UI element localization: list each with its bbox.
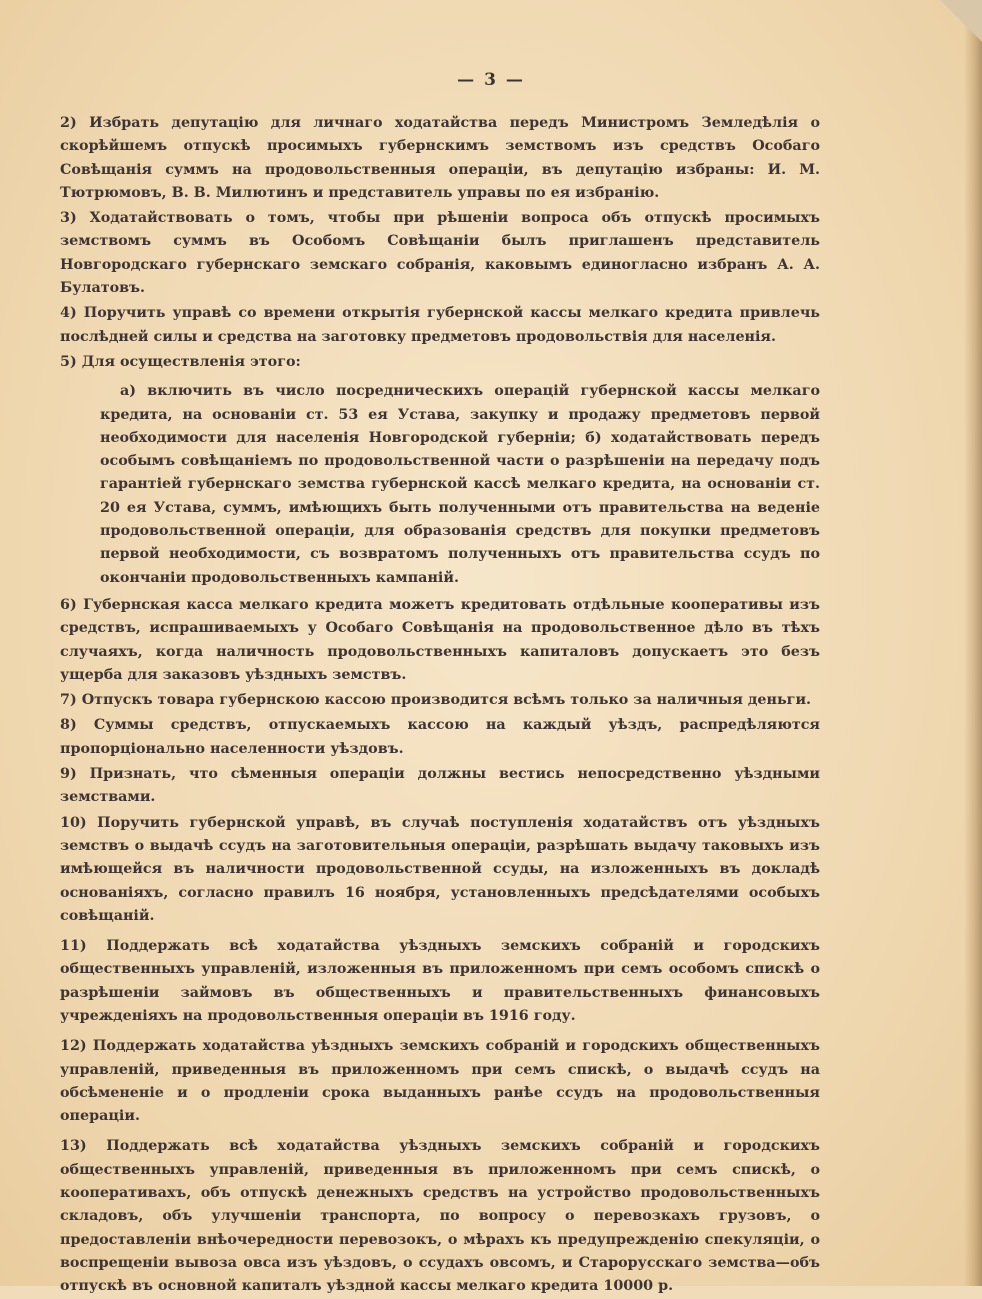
paragraph-5a: а) включить въ число посредническихъ операцій губернской кассы мелкаго кредита, на основаніи ст. 53 ея Устава, закупку и продажу предметовъ первой необходимости для населенія Новгородской губерніи; б) ходатайствовать передъ особымъ совѣщаніемъ по продовольственной части о разрѣшеніи на передачу подъ гарантіей губернскаго земства губернской кассѣ мелкаго кредита, на основаніи ст. 20 ея Устава, суммъ, имѣющихъ быть полученными отъ правительства на веденіе продовольственной операціи, для образованія средствъ для покупки предметовъ первой необходимости, съ возвратомъ полученныхъ отъ правительства ссудъ по окончаніи продовольственныхъ кампаній.	[100, 383, 820, 586]
paragraph-7: 7) Отпускъ товара губернскою кассою производится всѣмъ только за наличныя деньги.	[60, 692, 812, 709]
paragraph-2: 2) Избрать депутацію для личнаго ходатайства передъ Министромъ Земледѣлія о скорѣйшемъ отпускѣ просимыхъ губернскимъ земствомъ изъ средствъ Особаго Совѣщанія суммъ на продовольственныя операціи, въ депутацію избраны: И. М. Тютрюмовъ, В. В. Милютинъ и представитель управы по ея избранію.	[60, 115, 820, 201]
paragraph-5: 5) Для осуществленія этого:	[60, 353, 301, 370]
paragraph-3: 3) Ходатайствовать о томъ, чтобы при рѣшеніи вопроса объ отпускѣ просимыхъ земствомъ суммъ въ Особомъ Совѣщаніи былъ приглашенъ представитель Новгородскаго губернскаго земскаго собранія, каковымъ единогласно избранъ А. А. Булатовъ.	[60, 210, 820, 297]
paragraph-9: 9) Признать, что сѣменныя операціи должны вестись непосредственно уѣздными земствами.	[60, 766, 820, 806]
document-body	[60, 112, 820, 1299]
paragraph-10: 10) Поручить губернской управѣ, въ случаѣ поступленія ходатайствъ отъ уѣздныхъ земствъ о выдачѣ ссудъ на заготовительныя операціи, разрѣшать выдачу таковыхъ изъ имѣющейся въ наличности продовольственной ссуды, на изложенныхъ въ докладѣ основаніяхъ, согласно правилъ 16 ноября, установленныхъ предсѣдателями особыхъ совѣщаній.	[60, 814, 820, 924]
page-corner-fold	[936, 0, 982, 46]
paragraph-11: 11) Поддержать всѣ ходатайства уѣздныхъ земскихъ собраній и городскихъ общественныхъ управленій, изложенныя въ приложенномъ при семъ особомъ спискѣ о разрѣшеніи займовъ въ общественныхъ и правительственныхъ финансовыхъ учрежденіяхъ на продовольственныя операціи въ 1916 году.	[60, 938, 820, 1024]
paragraph-6: 6) Губернская касса мелкаго кредита можетъ кредитовать отдѣльные кооперативы изъ средствъ, испрашиваемыхъ у Особаго Совѣщанія на продовольственное дѣло въ тѣхъ случаяхъ, когда наличность продовольственныхъ капиталовъ допускаетъ это безъ ущерба для заказовъ уѣздныхъ земствъ.	[60, 596, 820, 683]
paragraph-12: 12) Поддержать ходатайства уѣздныхъ земскихъ собраній и городскихъ общественныхъ управленій, приведенныя въ приложенномъ при семъ спискѣ, о выдачѣ ссудъ на обсѣмененіе и о продленіи срока выданныхъ ранѣе ссудъ на продовольственныя операціи.	[60, 1038, 820, 1125]
paragraph-8: 8) Суммы средствъ, отпускаемыхъ кассою на каждый уѣздъ, распредѣляются пропорціонально населенности уѣздовъ.	[60, 717, 820, 757]
paragraph-13: 13) Поддержать всѣ ходатайства уѣздныхъ земскихъ собраній и городскихъ общественныхъ управленій, приведенныя въ приложенномъ при семъ спискѣ, о кооперативахъ, объ отпускѣ денежныхъ средствъ на устройство продовольственныхъ складовъ, объ улучшеніи транспорта, по вопросу о перевозкахъ грузовъ, о предоставленіи внѣочередности перевозокъ, о мѣрахъ къ предупрежденію спекуляціи, о воспрещеніи вывоза овса изъ уѣздовъ, о ссудахъ овсомъ, и Старорусскаго земства—объ отпускѣ въ основной капиталъ уѣздной кассы мелкаго кредита 10000 р.	[60, 1138, 820, 1295]
page-number: — 3 —	[457, 70, 525, 90]
paragraph-4: 4) Поручить управѣ со времени открытія губернской кассы мелкаго кредита привлечь послѣдней силы и средства на заготовку предметовъ продовольствія для населенія.	[60, 305, 820, 345]
page-edge-shadow	[964, 0, 982, 1286]
